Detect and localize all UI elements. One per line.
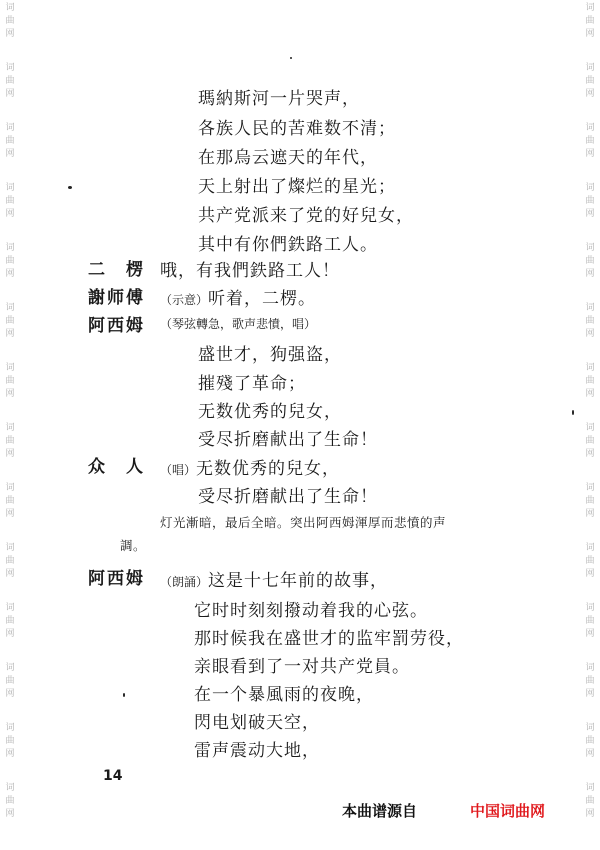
scan-speck <box>123 693 125 697</box>
verse-line: 受尽折磨献出了生命！ <box>198 430 378 450</box>
dialog-line: 哦，有我們鉄路工人！ <box>160 261 340 281</box>
watermark-logo: 词 曲 网 <box>5 483 15 519</box>
watermark-logo: 词 曲 网 <box>5 63 15 99</box>
watermark-logo: 词 曲 网 <box>5 783 15 819</box>
speaker-name: 阿西姆 <box>88 316 145 336</box>
stage-note: （示意） <box>160 293 209 307</box>
watermark-logo: 词 曲 网 <box>585 423 595 459</box>
verse-line: 瑪納斯河一片哭声， <box>198 89 360 109</box>
verse-line: 在那烏云遮天的年代， <box>198 148 378 168</box>
verse-line: 盛世才，狗强盗， <box>198 345 342 365</box>
verse-line: 受尽折磨献出了生命！ <box>198 487 378 507</box>
stage-note: （朗誦） <box>160 575 209 589</box>
scan-speck <box>572 410 574 415</box>
verse-line: 其中有你們鉄路工人。 <box>198 235 378 255</box>
watermark-logo: 词 曲 网 <box>5 183 15 219</box>
speaker-name: 众 人 <box>88 457 145 477</box>
verse-line: 雷声震动大地， <box>194 741 320 761</box>
verse-line: 摧殘了革命； <box>198 374 306 394</box>
watermark-logo: 词 曲 网 <box>585 483 595 519</box>
stage-note: （唱） <box>160 463 197 477</box>
right-watermark-strip <box>582 0 598 850</box>
page-number: 14 <box>103 768 123 784</box>
verse-line: 天上射出了燦烂的星光； <box>198 177 396 197</box>
dialog-text: 听着，二楞。 <box>208 289 317 309</box>
scan-speck <box>68 186 72 189</box>
verse-line: 它时时刻刻撥动着我的心弦。 <box>194 601 428 621</box>
watermark-logo: 词 曲 网 <box>5 543 15 579</box>
verse-line: 无数优秀的兒女， <box>198 402 342 422</box>
speaker-name: 阿西姆 <box>88 569 145 589</box>
watermark-logo: 词 曲 网 <box>5 603 15 639</box>
watermark-logo: 词 曲 网 <box>585 243 595 279</box>
watermark-logo: 词 曲 网 <box>5 723 15 759</box>
watermark-logo: 词 曲 网 <box>585 3 595 39</box>
verse-line: 閃电划破天空， <box>194 713 320 733</box>
dialog-text: 无数优秀的兒女， <box>196 459 341 479</box>
stage-note: （琴弦轉急，歌声悲憤，唱） <box>160 317 317 331</box>
watermark-logo: 词 曲 网 <box>585 723 595 759</box>
verse-line: 在一个暴風雨的夜晚， <box>194 685 374 705</box>
dialog-line <box>160 566 388 591</box>
watermark-logo: 词 曲 网 <box>585 63 595 99</box>
scan-speck <box>290 57 292 59</box>
watermark-logo: 词 曲 网 <box>5 303 15 339</box>
source-label: 本曲谱源自 <box>342 802 418 820</box>
watermark-logo: 词 曲 网 <box>5 363 15 399</box>
verse-line: 各族人民的苦难数不清； <box>198 119 396 139</box>
speaker-name: 謝师傅 <box>88 288 145 308</box>
dialog-line <box>160 454 340 479</box>
stage-direction: 調。 <box>120 538 147 553</box>
dialog-line <box>160 284 316 309</box>
watermark-logo: 词 曲 网 <box>5 123 15 159</box>
verse-line: 那时候我在盛世才的监牢罰劳役， <box>194 629 464 649</box>
watermark-logo: 词 曲 网 <box>585 543 595 579</box>
watermark-logo: 词 曲 网 <box>585 303 595 339</box>
watermark-logo: 词 曲 网 <box>5 423 15 459</box>
speaker-name: 二 楞 <box>88 260 145 280</box>
watermark-logo: 词 曲 网 <box>585 183 595 219</box>
watermark-logo: 词 曲 网 <box>585 663 595 699</box>
site-name-link[interactable]: 中国词曲网 <box>470 802 546 820</box>
watermark-logo: 词 曲 网 <box>5 3 15 39</box>
verse-line: 亲眼看到了一对共产党員。 <box>194 657 410 677</box>
left-watermark-strip <box>2 0 18 850</box>
watermark-logo: 词 曲 网 <box>5 663 15 699</box>
stage-direction: 灯光漸暗，最后全暗。突出阿西姆渾厚而悲憤的声 <box>160 515 447 530</box>
verse-line: 共产党派来了党的好兒女， <box>198 206 414 226</box>
watermark-logo: 词 曲 网 <box>585 123 595 159</box>
watermark-logo: 词 曲 网 <box>585 603 595 639</box>
watermark-logo: 词 曲 网 <box>585 783 595 819</box>
dialog-text: 这是十七年前的故事， <box>208 571 389 591</box>
watermark-logo: 词 曲 网 <box>585 363 595 399</box>
watermark-logo: 词 曲 网 <box>5 243 15 279</box>
